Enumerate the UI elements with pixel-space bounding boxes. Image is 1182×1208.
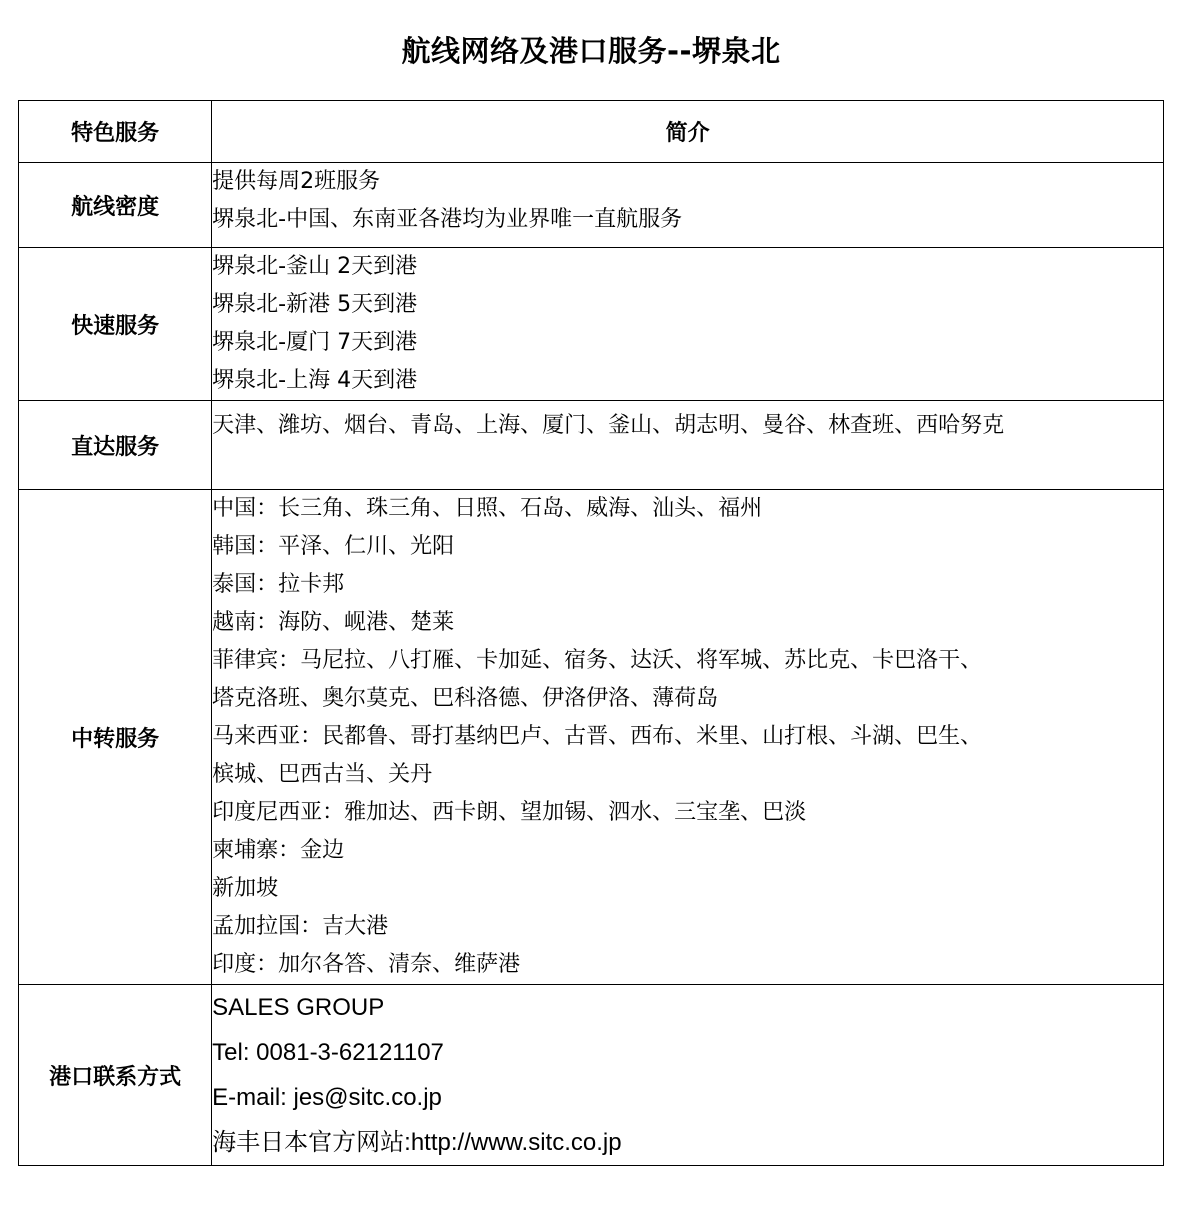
content-line: 印度：加尔各答、清奈、维萨港 [212, 952, 521, 977]
row-label-express-service: 快速服务 [19, 248, 212, 401]
content-text: 天津、潍坊、烟台、青岛、上海、厦门、釜山、胡志明、曼谷、林查班、西哈努克 [212, 413, 1005, 438]
table-row-direct-service [19, 401, 1164, 490]
content-line: 越南：海防、岘港、楚莱 [212, 610, 455, 635]
table-header-row [19, 101, 1164, 163]
content-line: 堺泉北-厦门 7天到港 [212, 330, 418, 355]
contact-sales-group: SALES GROUP [212, 994, 385, 1021]
content-line: 塔克洛班、奥尔莫克、巴科洛德、伊洛伊洛、薄荷岛 [212, 686, 719, 711]
content-line: 印度尼西亚：雅加达、西卡朗、望加锡、泗水、三宝垄、巴淡 [212, 800, 807, 825]
table-row-route-density [19, 163, 1164, 248]
service-table [18, 100, 1164, 1166]
header-description: 简介 [212, 101, 1164, 163]
table-row-transit-service [19, 490, 1164, 985]
content-line: 孟加拉国：吉大港 [212, 914, 389, 939]
content-line: 泰国：拉卡邦 [212, 572, 345, 597]
content-line: 堺泉北-中国、东南亚各港均为业界唯一直航服务 [212, 207, 683, 232]
content-line: 马来西亚：民都鲁、哥打基纳巴卢、古晋、西布、米里、山打根、斗湖、巴生、 [212, 724, 983, 749]
row-content-express-service [212, 248, 1164, 401]
row-content-transit-service [212, 490, 1164, 985]
row-label-port-contact: 港口联系方式 [19, 985, 212, 1166]
row-content-direct-service [212, 401, 1164, 490]
content-line: 韩国：平泽、仁川、光阳 [212, 534, 455, 559]
contact-website[interactable]: 海丰日本官方网站:http://www.sitc.co.jp [212, 1129, 622, 1156]
row-label-transit-service: 中转服务 [19, 490, 212, 985]
row-label-route-density: 航线密度 [19, 163, 212, 248]
table-row-port-contact [19, 985, 1164, 1166]
content-line: 提供每周2班服务 [212, 169, 381, 194]
content-line: 新加坡 [212, 876, 279, 901]
row-content-route-density [212, 163, 1164, 248]
page-title: 航线网络及港口服务--堺泉北 [401, 34, 781, 68]
content-line: 柬埔寨：金边 [212, 838, 345, 863]
content-line: 堺泉北-新港 5天到港 [212, 292, 418, 317]
row-content-port-contact [212, 985, 1164, 1166]
header-feature-service: 特色服务 [19, 101, 212, 163]
content-line: 菲律宾：马尼拉、八打雁、卡加延、宿务、达沃、将军城、苏比克、卡巴洛干、 [212, 648, 983, 673]
content-line: 槟城、巴西古当、关丹 [212, 762, 433, 787]
contact-tel: Tel: 0081-3-62121107 [212, 1039, 444, 1066]
row-label-direct-service: 直达服务 [19, 401, 212, 490]
content-line: 堺泉北-上海 4天到港 [212, 368, 418, 393]
table-row-express-service [19, 248, 1164, 401]
content-line: 中国：长三角、珠三角、日照、石岛、威海、汕头、福州 [212, 496, 763, 521]
contact-email[interactable]: E-mail: jes@sitc.co.jp [212, 1084, 442, 1111]
content-line: 堺泉北-釜山 2天到港 [212, 254, 418, 279]
